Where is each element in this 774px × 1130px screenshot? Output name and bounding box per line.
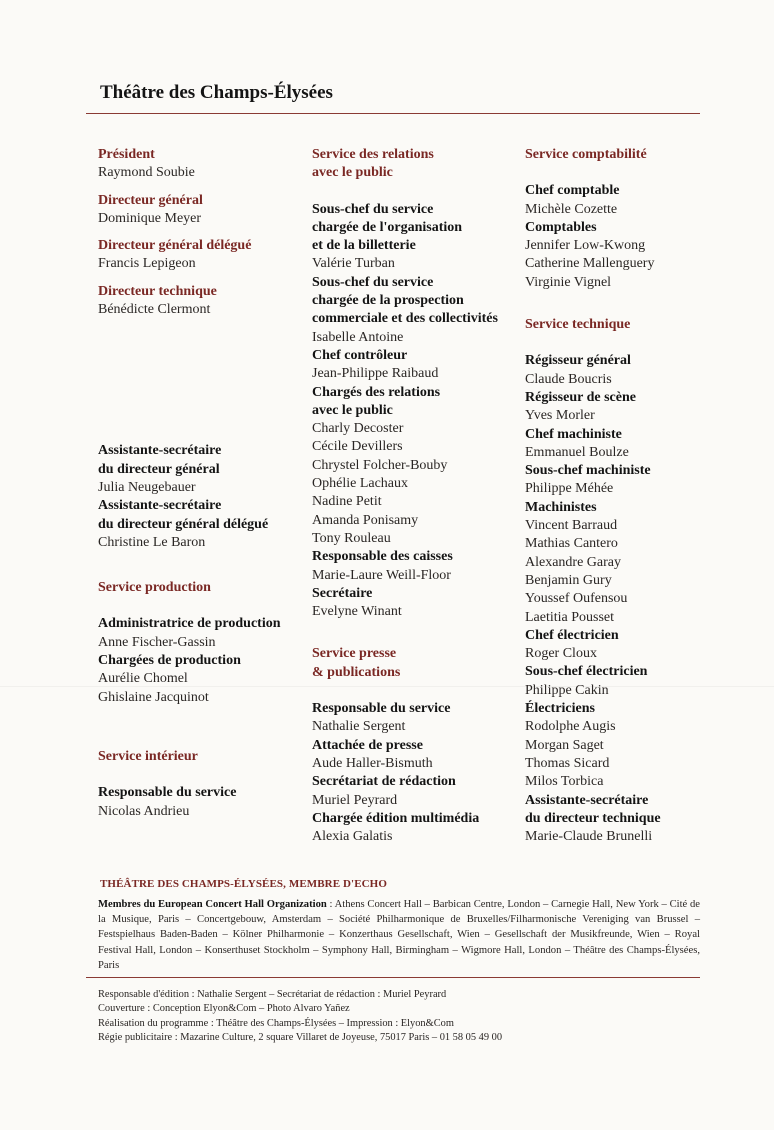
role-label: Chef comptable — [525, 183, 620, 199]
person-name: Claude Boucris — [525, 371, 612, 387]
column-compta-technique — [525, 146, 735, 846]
person-name: Virginie Vignel — [525, 274, 612, 290]
person-name: Yves Morler — [525, 408, 595, 424]
person-name: Youssef Oufensou — [525, 591, 628, 607]
person-name: Roger Cloux — [525, 646, 597, 662]
role-label: Responsable du service — [312, 701, 451, 717]
role-label: commerciale et des collectivités — [312, 311, 498, 327]
role-label: Directeur général délégué — [98, 238, 252, 254]
person-name: Ophélie Lachaux — [312, 476, 409, 492]
role-label: Sous-chef du service — [312, 201, 434, 217]
person-name: Cécile Devillers — [312, 439, 403, 455]
column-relations — [312, 146, 517, 846]
echo-lead: Membres du European Concert Hall Organization — [98, 899, 327, 910]
role-label: du directeur technique — [525, 810, 661, 826]
role-label: du directeur général délégué — [98, 516, 269, 532]
role-label: Secrétaire — [312, 585, 373, 601]
role-label: Chef contrôleur — [312, 347, 408, 363]
person-name: Alexia Galatis — [312, 829, 393, 845]
person-name: Emmanuel Boulze — [525, 444, 629, 460]
role-label: Responsable des caisses — [312, 549, 453, 565]
role-label: Comptables — [525, 219, 597, 235]
person-name: Christine Le Baron — [98, 534, 206, 550]
person-name: Isabelle Antoine — [312, 329, 404, 345]
person-name: Ghislaine Jacquinot — [98, 689, 209, 705]
role-label: chargée de l'organisation — [312, 219, 463, 235]
page-title: Théâtre des Champs-Élysées — [100, 82, 333, 103]
person-name: Tony Rouleau — [312, 530, 391, 546]
column-direction — [98, 146, 303, 821]
role-label: Sous-chef du service — [312, 274, 434, 290]
role-label: Attachée de presse — [312, 737, 423, 753]
section-title-interieur: Service intérieur — [98, 748, 198, 764]
role-label: Régisseur général — [525, 353, 631, 369]
role-label: Assistante-secrétaire — [525, 792, 649, 808]
credits-block — [98, 988, 698, 1045]
role-label: Électriciens — [525, 701, 595, 717]
section-title-comptabilite: Service comptabilité — [525, 147, 647, 162]
credit-line: Couverture : Conception Elyon&Com – Photo Alvaro Yañez — [98, 1003, 350, 1015]
section-title-presse: Service presse — [312, 646, 397, 662]
role-label: Directeur général — [98, 192, 203, 208]
person-name: Milos Torbica — [525, 774, 604, 790]
role-label: Président — [98, 147, 155, 162]
role-label: avec le public — [312, 402, 393, 418]
person-name: Nathalie Sergent — [312, 719, 406, 735]
person-name: Philippe Cakin — [525, 682, 609, 698]
person-name: Aude Haller-Bismuth — [312, 755, 433, 771]
footer-divider — [86, 977, 700, 978]
credit-line: Régie publicitaire : Mazarine Culture, 2 square Villaret de Joyeuse, 75017 Paris – 01 58 05 49 00 — [98, 1031, 503, 1043]
role-label: chargée de la prospection — [312, 293, 464, 309]
person-name: Chrystel Folcher-Bouby — [312, 457, 448, 473]
person-name: Morgan Saget — [525, 737, 604, 753]
person-name: Catherine Mallenguery — [525, 256, 655, 272]
person-name: Julia Neugebauer — [98, 479, 196, 495]
role-label: Assistante-secrétaire — [98, 443, 222, 459]
person-name: Evelyne Winant — [312, 604, 402, 620]
person-name: Amanda Ponisamy — [312, 512, 419, 528]
person-name: Marie-Claude Brunelli — [525, 829, 653, 845]
person-name: Mathias Cantero — [525, 536, 618, 552]
section-title-production: Service production — [98, 580, 211, 596]
echo-body: : Athens Concert Hall – Barbican Centre, London – Carnegie Hall, New York – Cité de la Musique, Paris – Concertgebouw, Amsterdam – Société Philharmonique de Bruxelles/Filharmonische Vereniging van Brussel – Festspielhaus Baden-Baden – Kölner Philharmonie – Konzerthaus Gesellschaft, Wien – Gesellschaft der Musikfreunde, Wien – Royal Festival Hall, London – Konserthuset Stockholm – Symphony Hall, Birmingham – Wigmore Hall, London – Théâtre des Champs-Élysées, Paris — [98, 899, 700, 971]
person-name: Aurélie Chomel — [98, 671, 188, 687]
person-name: Philippe Méhée — [525, 481, 614, 497]
person-name: Rodolphe Augis — [525, 719, 616, 735]
person-name: Michèle Cozette — [525, 201, 618, 217]
person-name: Nicolas Andrieu — [98, 803, 190, 819]
role-label: Sous-chef machiniste — [525, 463, 651, 479]
role-label: Directeur technique — [98, 283, 217, 299]
section-title-relations-line2: avec le public — [312, 165, 393, 181]
role-label: Chargés des relations — [312, 384, 441, 400]
credit-line: Réalisation du programme : Théâtre des Champs-Élysées – Impression : Elyon&Com — [98, 1017, 454, 1029]
person-name: Alexandre Garay — [525, 554, 622, 570]
title-divider — [86, 113, 700, 114]
person-name: Valérie Turban — [312, 256, 395, 272]
role-label: Machinistes — [525, 499, 597, 515]
person-name: Benjamin Gury — [525, 572, 612, 588]
person-name: Laetitia Pousset — [525, 609, 615, 625]
person-name: Dominique Meyer — [98, 210, 202, 226]
person-name: Bénédicte Clermont — [98, 302, 211, 318]
person-name: Nadine Petit — [312, 494, 382, 510]
role-label: Chargées de production — [98, 653, 241, 669]
section-title-relations: Service des relations — [312, 147, 434, 162]
person-name: Jean-Philippe Raibaud — [312, 366, 439, 382]
role-label: Sous-chef électricien — [525, 664, 648, 680]
echo-heading: THÉÂTRE DES CHAMPS-ÉLYSÉES, MEMBRE D'ECHO — [100, 878, 387, 890]
person-name: Anne Fischer-Gassin — [98, 634, 216, 650]
person-name: Muriel Peyrard — [312, 792, 398, 808]
role-label: du directeur général — [98, 461, 220, 477]
person-name: Raymond Soubie — [98, 165, 195, 181]
role-label: Administratrice de production — [98, 616, 281, 632]
echo-members-text — [98, 897, 700, 973]
person-name: Charly Decoster — [312, 421, 404, 437]
role-label: Régisseur de scène — [525, 389, 636, 405]
role-label: Responsable du service — [98, 785, 237, 801]
person-name: Francis Lepigeon — [98, 256, 196, 272]
role-label: Chef électricien — [525, 627, 619, 643]
section-title-presse-line2: & publications — [312, 664, 401, 680]
role-label: Assistante-secrétaire — [98, 498, 222, 514]
role-label: Secrétariat de rédaction — [312, 774, 456, 790]
person-name: Thomas Sicard — [525, 755, 610, 771]
person-name: Marie-Laure Weill-Floor — [312, 567, 451, 583]
role-label: et de la billetterie — [312, 238, 416, 254]
section-title-technique: Service technique — [525, 317, 631, 333]
role-label: Chef machiniste — [525, 426, 622, 442]
person-name: Jennifer Low-Kwong — [525, 238, 646, 254]
person-name: Vincent Barraud — [525, 518, 618, 534]
role-label: Chargée édition multimédia — [312, 810, 480, 826]
credit-line: Responsable d'édition : Nathalie Sergent – Secrétariat de rédaction : Muriel Peyrard — [98, 989, 447, 1000]
